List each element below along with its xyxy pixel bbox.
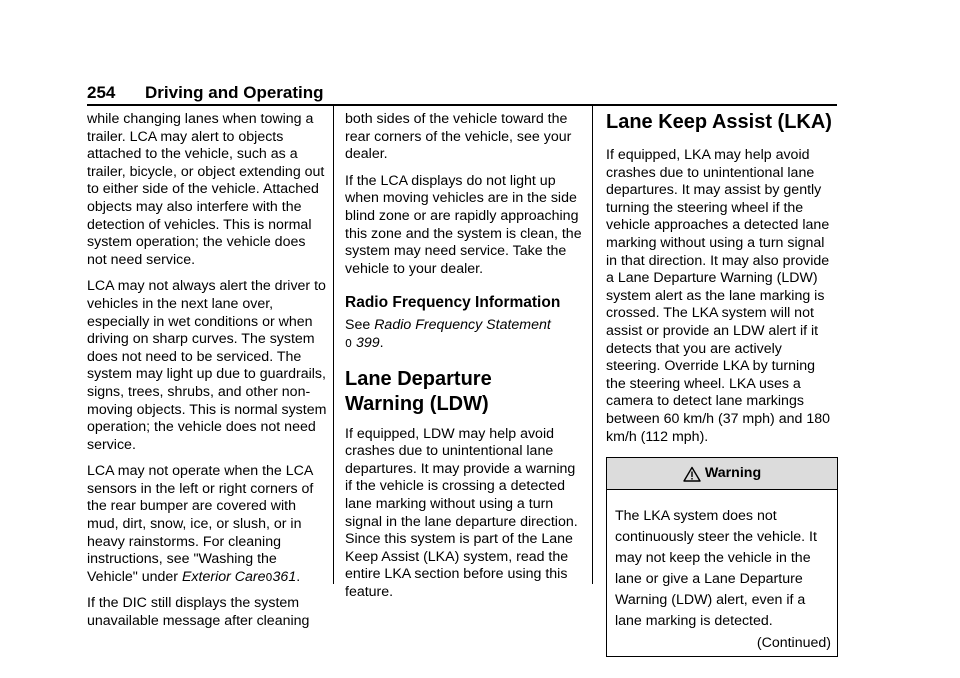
warning-text: The LKA system does not continuously steer the vehicle. It may not keep the vehicle in the lane or give a Lane Departure Warning (LDW) alert, even if a lane marking is detected. (615, 508, 817, 630)
warning-body (607, 490, 837, 632)
page-number: 254 (87, 83, 116, 102)
column-1 (87, 108, 327, 640)
warning-header (607, 458, 837, 490)
cross-reference-link[interactable]: Exterior Care (181, 568, 266, 585)
paragraph: If the DIC still displays the system unavailable message after cleaning (87, 595, 310, 630)
page-reference-arrow-icon: 0 (265, 570, 273, 584)
page-reference[interactable]: 399 (355, 334, 380, 351)
section-title: Driving and Operating (145, 83, 324, 102)
warning-box (606, 457, 838, 657)
warning-triangle-icon (683, 466, 701, 482)
paragraph: If the LCA displays do not light up when moving vehicles are in the side blind zone or are rapidly approaching this zone and the system is clean, the system may need service. Take the vehicle to your dealer. (345, 172, 582, 277)
paragraph (345, 317, 585, 352)
paragraph-text: See (345, 317, 375, 334)
paragraph (87, 463, 327, 586)
warning-title: Warning (704, 464, 762, 481)
heading-lane-departure-warning: Lane Departure Warning (LDW) (345, 367, 492, 415)
column-divider-1 (333, 106, 334, 584)
column-divider-2 (592, 106, 593, 584)
header-rule (87, 104, 837, 106)
column-3 (606, 108, 838, 657)
punctuation: . (296, 568, 301, 585)
paragraph: both sides of the vehicle toward the rear corners of the vehicle, see your dealer. (345, 111, 572, 163)
column-2 (345, 108, 585, 610)
subheading-radio-frequency: Radio Frequency Information (345, 294, 561, 312)
cross-reference-link[interactable]: Radio Frequency Statement (374, 317, 551, 334)
heading-lane-keep-assist: Lane Keep Assist (LKA) (606, 111, 832, 133)
paragraph: LCA may not always alert the driver to vehicles in the next lane over, especially in wet conditions or when driving on sharp curves. The system does not need to be serviced. The system may light up due to guardrails, signs, trees, shrubs, and other non-moving objects. This is normal system operation; the vehicle does not need service. (87, 278, 327, 453)
paragraph: If equipped, LDW may help avoid crashes due to unintentional lane departures. It may provide a warning if the vehicle is crossing a detected lane marking without using a turn signal in the lane departure direction. Since this system is part of the Lane Keep Assist (LKA) system, read the entire LKA section before using this feature. (345, 425, 578, 600)
page-reference[interactable]: 361 (272, 568, 297, 585)
punctuation: . (379, 334, 384, 351)
paragraph: while changing lanes when towing a trailer. LCA may alert to objects attached to the vehicle, such as a trailer, bicycle, or object extending out to either side of the vehicle. Attached objects may also interfere with the detection of vehicles. This is normal system operation; the vehicle does not need service. (87, 111, 325, 268)
continued-label: (Continued) (756, 635, 831, 652)
page-header (87, 82, 837, 104)
paragraph: If equipped, LKA may help avoid crashes due to unintentional lane departures. It may assist by gently turning the steering wheel if the vehicle approaches a detected lane marking without using a turn signal in that direction. It may also provide a Lane Departure Warning (LDW) system alert as the lane marking is crossed. The LKA system will not assist or provide an LDW alert if it detects that you are actively steering. Override LKA by turning the steering wheel. LKA uses a camera to detect lane markings between 60 km/h (37 mph) and 180 km/h (112 mph). (606, 147, 830, 445)
paragraph-text: LCA may not operate when the LCA sensors in the left or right corners of the rear bumper are covered with mud, dirt, snow, ice, or slush, or in heavy rainstorms. For cleaning instructions, see "Washing the Vehicle" under (87, 463, 314, 585)
page-reference-arrow-icon: 0 (345, 336, 352, 350)
